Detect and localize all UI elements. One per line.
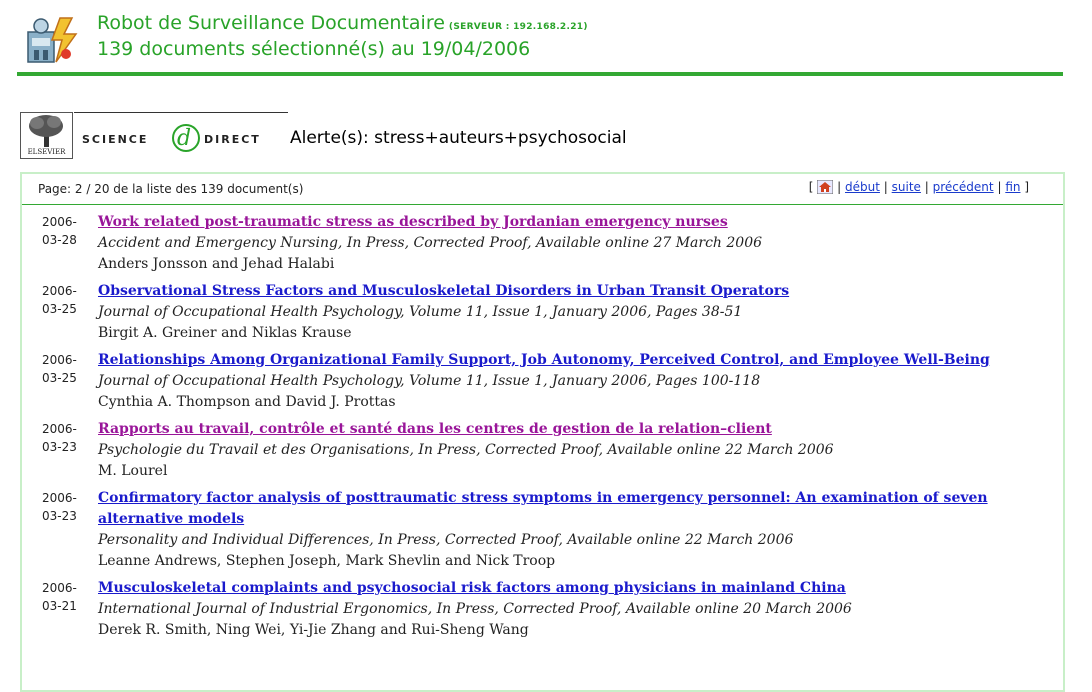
document-authors: Birgit A. Greiner and Niklas Krause	[98, 325, 352, 341]
document-title-link[interactable]: Relationships Among Organizational Family Support, Job Autonomy, Perceived Control, and Employee Well-Being	[98, 352, 990, 368]
date-year: 2006-	[42, 581, 77, 595]
document-date	[42, 351, 94, 387]
list-item	[22, 419, 1063, 482]
sciencedirect-logo	[80, 120, 290, 156]
date-year: 2006-	[42, 284, 77, 298]
list-item	[22, 578, 1063, 641]
bracket-open: [	[808, 180, 814, 194]
document-title-link[interactable]: Work related post-traumatic stress as described by Jordanian emergency nurses	[98, 214, 728, 230]
date-year: 2006-	[42, 353, 77, 367]
page-info: Page: 2 / 20 de la liste des 139 document(s)	[38, 182, 304, 196]
logo-direct-text: DIRECT	[204, 133, 261, 146]
document-source: Personality and Individual Differences, In Press, Corrected Proof, Available online 22 March 2006	[98, 532, 794, 548]
last-page-link[interactable]: fin	[1005, 180, 1021, 194]
document-authors: Anders Jonsson and Jehad Halabi	[98, 256, 335, 272]
pagination-bar	[22, 174, 1063, 205]
date-day: 03-28	[42, 233, 77, 247]
document-date	[42, 579, 94, 615]
document-authors: Leanne Andrews, Stephen Joseph, Mark Shevlin and Nick Troop	[98, 553, 556, 569]
sep-3: |	[924, 180, 929, 194]
elsevier-logo	[20, 112, 73, 159]
results-panel	[20, 172, 1065, 692]
document-source: Journal of Occupational Health Psychology, Volume 11, Issue 1, January 2006, Pages 38-51	[98, 304, 743, 320]
document-authors: Cynthia A. Thompson and David J. Prottas	[98, 394, 396, 410]
document-date	[42, 489, 94, 525]
document-authors: Derek R. Smith, Ning Wei, Yi-Jie Zhang and Rui-Sheng Wang	[98, 622, 529, 638]
document-date	[42, 420, 94, 456]
sep-1: |	[837, 180, 842, 194]
app-title-text: Robot de Surveillance Documentaire	[97, 12, 445, 34]
brand-row	[20, 112, 820, 162]
date-day: 03-25	[42, 371, 77, 385]
document-date	[42, 282, 94, 318]
list-item	[22, 212, 1063, 275]
document-source: Psychologie du Travail et des Organisations, In Press, Corrected Proof, Available online 22 March 2006	[98, 442, 834, 458]
sep-2: |	[883, 180, 888, 194]
home-icon[interactable]	[817, 180, 833, 194]
document-source: Accident and Emergency Nursing, In Press, Corrected Proof, Available online 27 March 2006	[98, 235, 763, 251]
document-source: Journal of Occupational Health Psychology, Volume 11, Issue 1, January 2006, Pages 100-118	[98, 373, 761, 389]
previous-page-link[interactable]: précédent	[932, 180, 994, 194]
logo-science-text: SCIENCE	[82, 133, 149, 146]
date-year: 2006-	[42, 215, 77, 229]
date-day: 03-23	[42, 440, 77, 454]
document-title-link[interactable]: Confirmatory factor analysis of posttraumatic stress symptoms in emergency personnel: An examination of seven alternative models	[98, 490, 988, 527]
alert-title: Alerte(s): stress+auteurs+psychosocial	[290, 128, 627, 148]
logo-rule	[74, 112, 288, 113]
list-item	[22, 488, 1063, 572]
svg-text:d: d	[177, 126, 192, 151]
server-label: (SERVEUR : 192.168.2.21)	[448, 22, 588, 32]
date-year: 2006-	[42, 491, 77, 505]
document-list	[22, 212, 1063, 647]
date-year: 2006-	[42, 422, 77, 436]
pagination-nav	[809, 180, 1029, 194]
sep-4: |	[997, 180, 1002, 194]
document-source: International Journal of Industrial Ergonomics, In Press, Corrected Proof, Available online 20 March 2006	[98, 601, 852, 617]
document-date	[42, 213, 94, 249]
list-item	[22, 350, 1063, 413]
document-title-link[interactable]: Observational Stress Factors and Musculoskeletal Disorders in Urban Transit Operators	[98, 283, 790, 299]
robot-icon	[22, 14, 82, 66]
first-page-link[interactable]: début	[845, 180, 880, 194]
page-header	[0, 0, 1092, 80]
bracket-close: ]	[1024, 180, 1029, 194]
date-day: 03-25	[42, 302, 77, 316]
selection-summary: 139 documents sélectionné(s) au 19/04/2006	[97, 38, 531, 60]
elsevier-wordmark: ELSEVIER	[27, 148, 66, 156]
document-title-link[interactable]: Rapports au travail, contrôle et santé dans les centres de gestion de la relation–client	[98, 421, 772, 437]
list-item	[22, 281, 1063, 344]
date-day: 03-21	[42, 599, 77, 613]
document-authors: M. Lourel	[98, 463, 168, 479]
next-page-link[interactable]: suite	[891, 180, 921, 194]
app-title	[97, 12, 588, 34]
tree-icon	[21, 113, 72, 149]
header-divider	[17, 72, 1063, 76]
date-day: 03-23	[42, 509, 77, 523]
document-title-link[interactable]: Musculoskeletal complaints and psychosocial risk factors among physicians in mainland China	[98, 580, 846, 596]
